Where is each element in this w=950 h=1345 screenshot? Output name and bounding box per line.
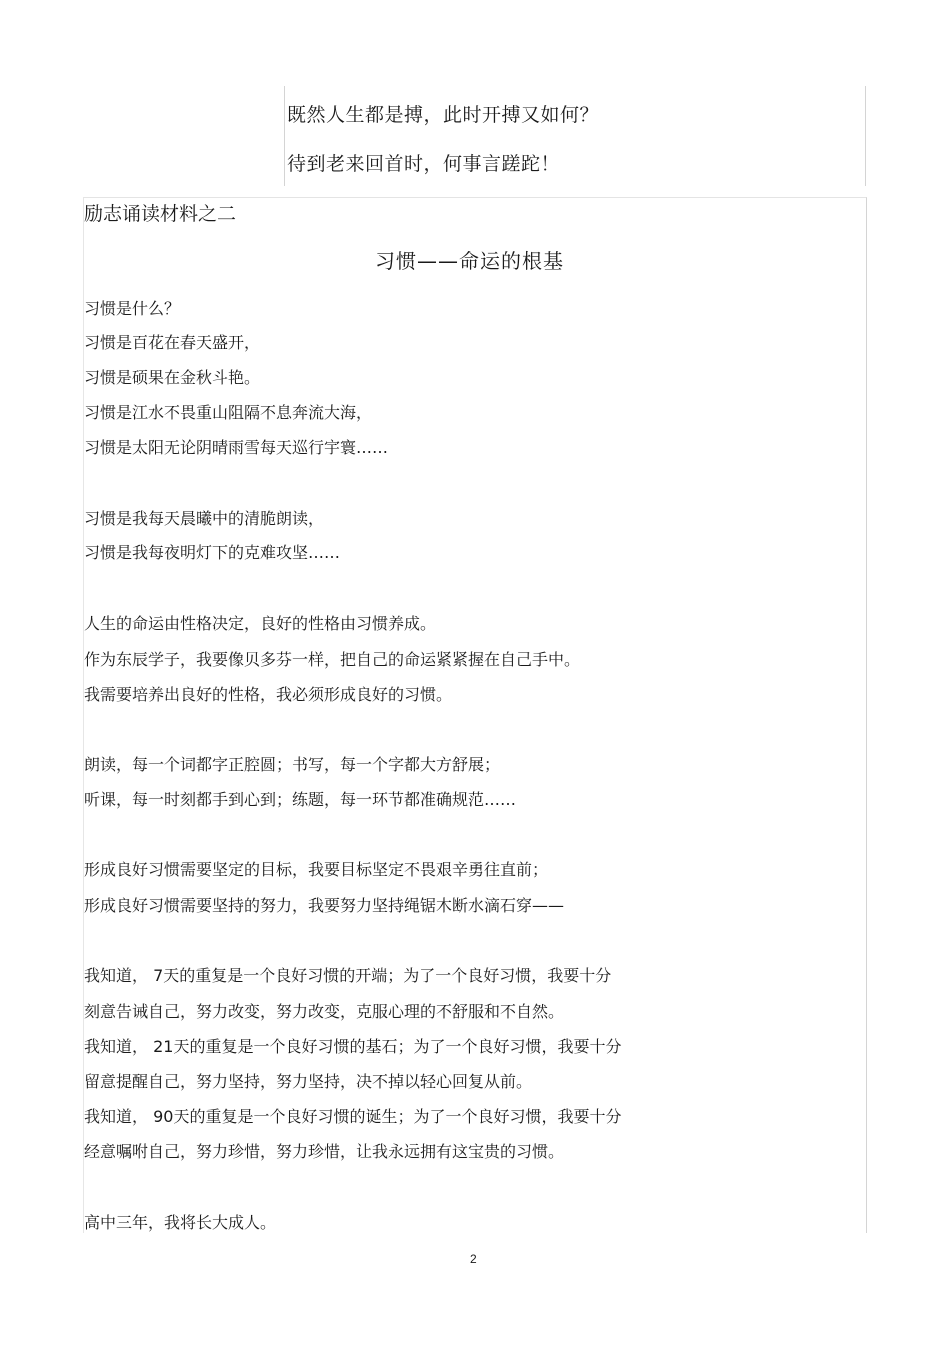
document-title: 习惯——命运的根基 xyxy=(375,249,564,273)
text-line: 习惯是我每夜明灯下的克难攻坚…… xyxy=(84,543,341,562)
text-line: 习惯是百花在春天盛开， xyxy=(84,333,261,352)
text-line: 经意嘱咐自己，努力珍惜，努力珍惜，让我永远拥有这宝贵的习惯。 xyxy=(84,1142,565,1161)
text-line: 我知道， 21天的重复是一个良好习惯的基石；为了一个良好习惯，我要十分 xyxy=(84,1037,622,1056)
text-line: 刻意告诫自己，努力改变，努力改变，克服心理的不舒服和不自然。 xyxy=(84,1002,565,1021)
section-label: 励志诵读材料之二 xyxy=(84,203,237,225)
text-line: 形成良好习惯需要坚定的目标，我要目标坚定不畏艰辛勇往直前； xyxy=(84,860,549,879)
text-line: 我需要培养出良好的性格，我必须形成良好的习惯。 xyxy=(84,685,453,704)
poem-line-1: 既然人生都是搏，此时开搏又如何？ xyxy=(287,104,600,126)
text-line: 习惯是我每天晨曦中的清脆朗读， xyxy=(84,509,325,528)
text-line: 听课，每一时刻都手到心到；练题，每一环节都准确规范…… xyxy=(84,790,517,809)
text-line: 习惯是硕果在金秋斗艳。 xyxy=(84,368,261,387)
text-line: 习惯是什么？ xyxy=(84,299,181,318)
text-line: 习惯是江水不畏重山阻隔不息奔流大海， xyxy=(84,403,373,422)
text-line: 留意提醒自己，努力坚持，努力坚持，决不掉以轻心回复从前。 xyxy=(84,1072,533,1091)
text-line: 我知道， 7天的重复是一个良好习惯的开端；为了一个良好习惯，我要十分 xyxy=(84,966,612,985)
text-line: 习惯是太阳无论阴晴雨雪每天巡行宇寰…… xyxy=(84,438,389,457)
text-line: 我知道， 90天的重复是一个良好习惯的诞生；为了一个良好习惯，我要十分 xyxy=(84,1107,622,1126)
text-line: 高中三年，我将长大成人。 xyxy=(84,1213,277,1232)
text-line: 人生的命运由性格决定，良好的性格由习惯养成。 xyxy=(84,614,437,633)
text-line: 朗读，每一个词都字正腔圆；书写，每一个字都大方舒展； xyxy=(84,755,501,774)
text-line: 作为东辰学子，我要像贝多芬一样，把自己的命运紧紧握在自己手中。 xyxy=(84,650,581,669)
poem-line-2: 待到老来回首时，何事言蹉跎！ xyxy=(287,153,561,175)
text-line: 形成良好习惯需要坚持的努力，我要努力坚持绳锯木断水滴石穿—— xyxy=(84,896,565,915)
page-number: 2 xyxy=(470,1252,477,1266)
